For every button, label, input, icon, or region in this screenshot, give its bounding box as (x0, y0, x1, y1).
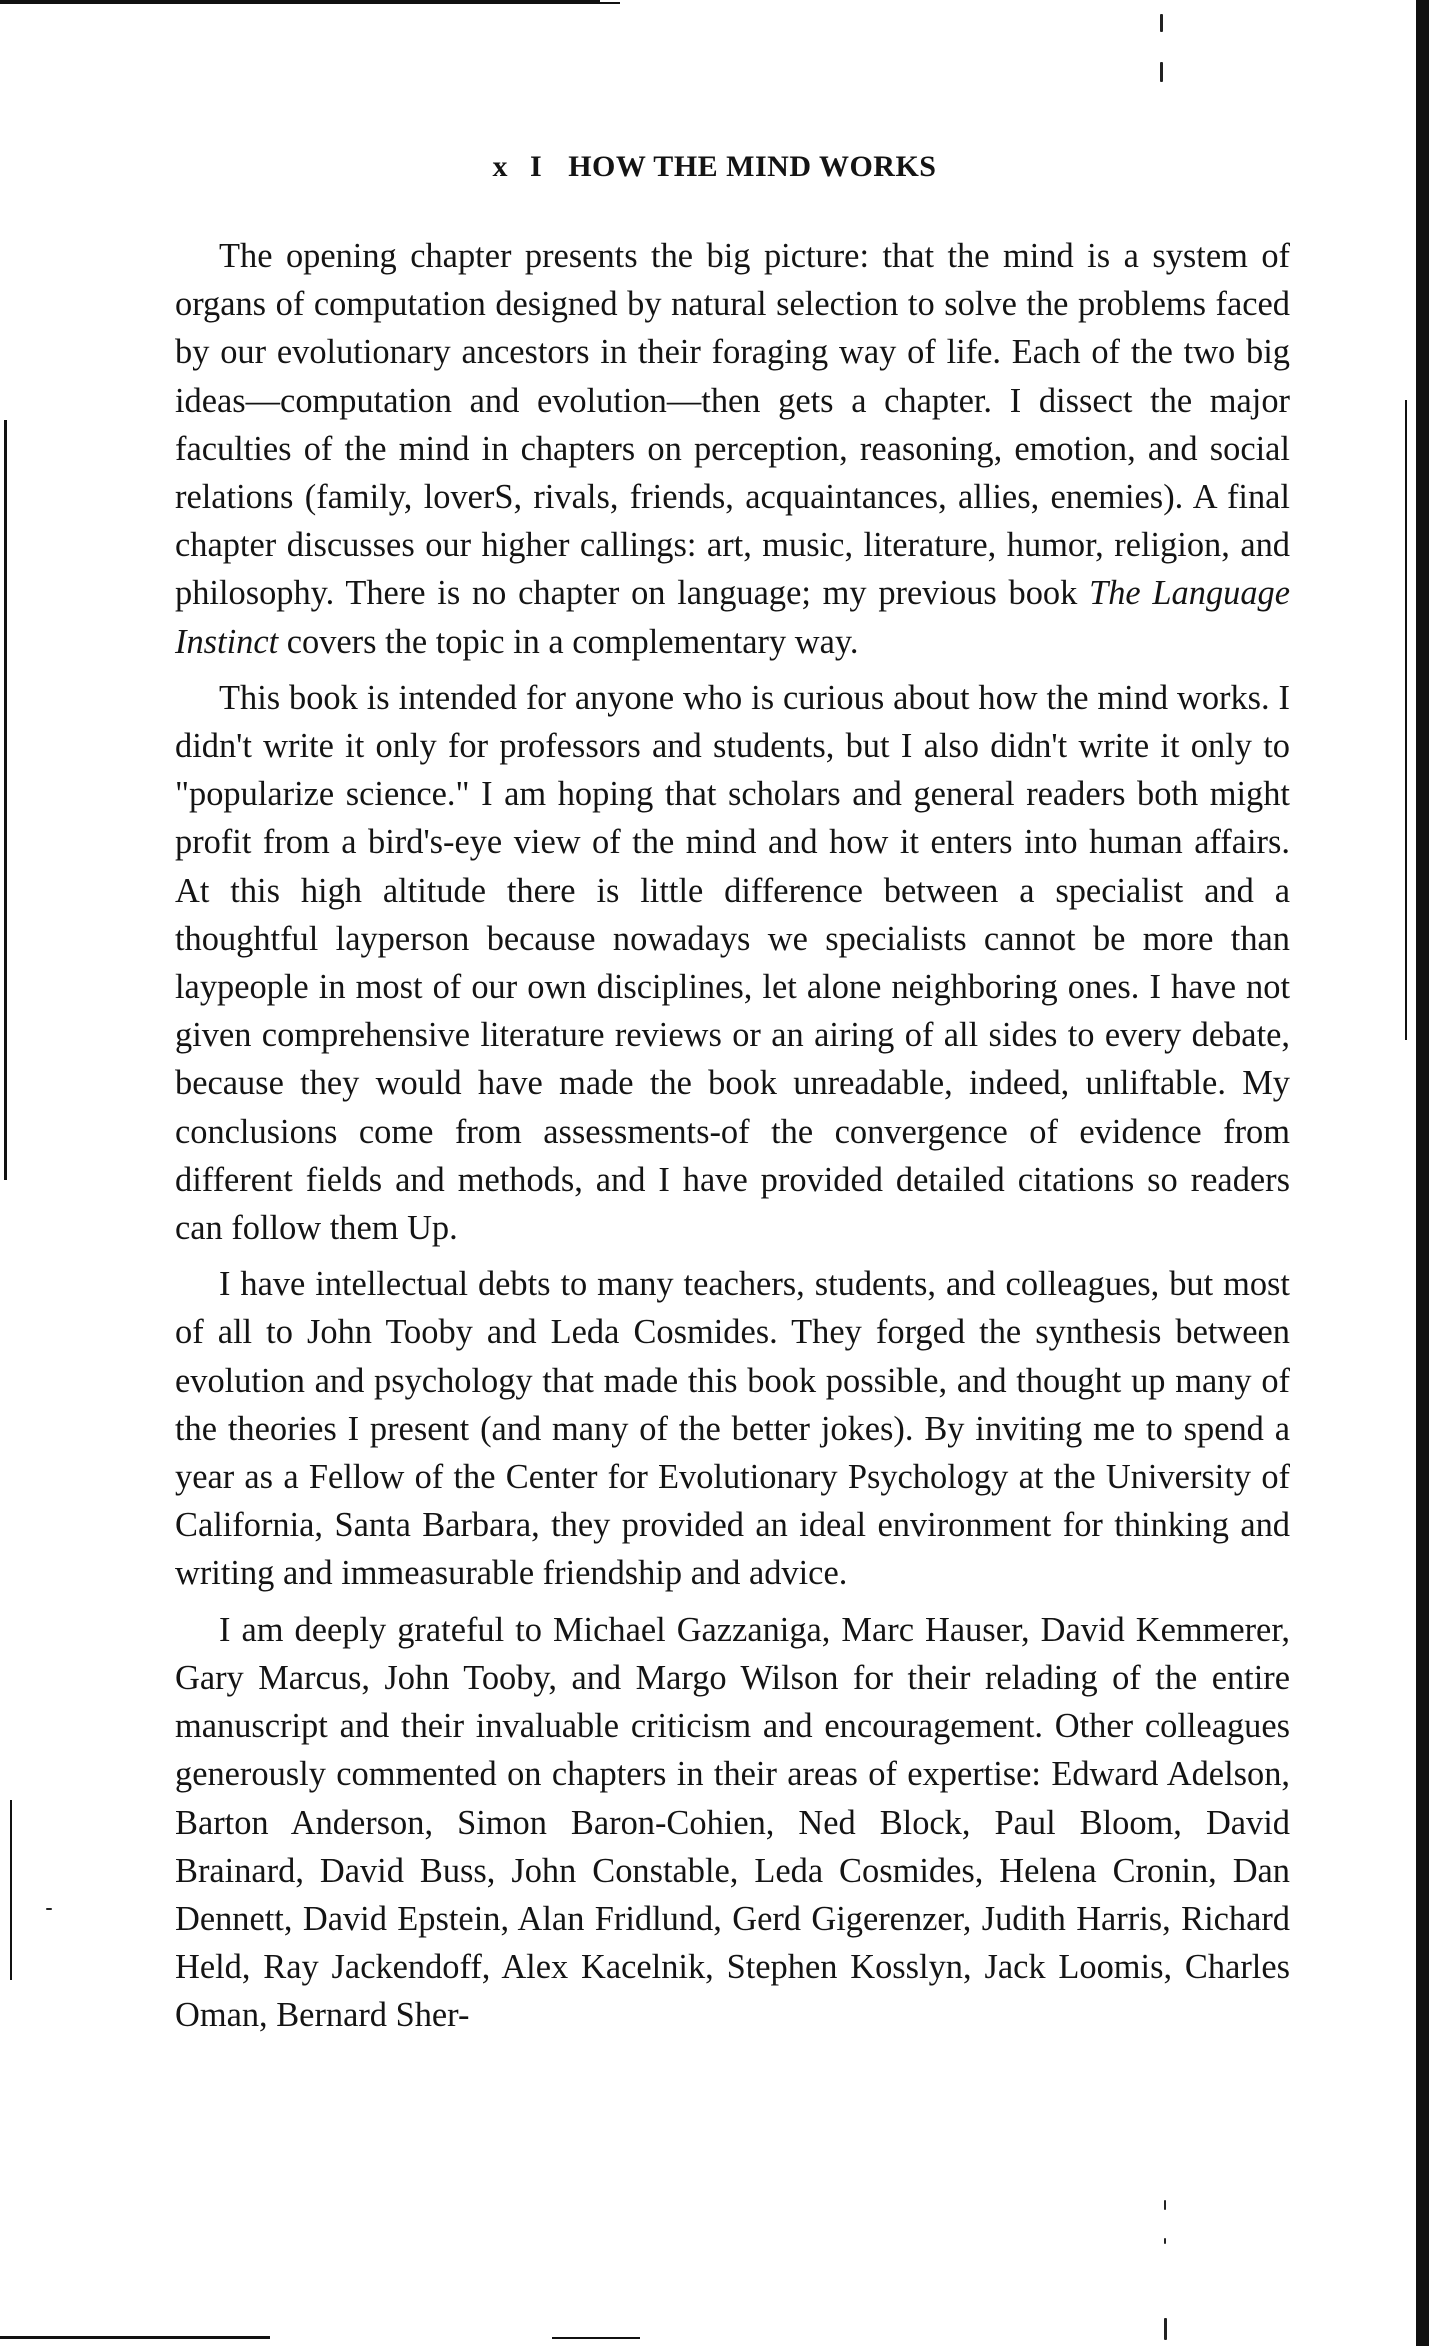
scan-speck (1164, 2318, 1167, 2340)
scan-speck (1160, 14, 1163, 32)
scan-border-top (0, 0, 600, 4)
scan-speck (46, 1908, 52, 1910)
scan-border-bottom-mid (552, 2337, 640, 2339)
paragraph-text: The opening chapter presents the big picture: that the mind is a system of organs of computation designed by natural selection to solve the problems faced by our evolutionary ancestors in their foraging way of life. Each of the two big ideas—computation and evolution—then gets a chapter. I dissect the major faculties of the mind in chapters on perception, reasoning, emotion, and social relations (family, loverS, rivals, friends, acquaintances, allies, enemies). A final chapter discusses our higher callings: art, music, literature, humor, religion, and philosophy. There is no chapter on language; my previous book (175, 237, 1290, 613)
scan-speck (1160, 62, 1163, 82)
paragraph-text: covers the topic in a complementary way. (278, 622, 859, 661)
book-title: The Language Instinct (175, 574, 1290, 661)
scan-speck (1164, 2238, 1166, 2244)
scan-border-bottom-left (0, 2336, 270, 2339)
body-text (175, 232, 1290, 2048)
scan-speck (1164, 2200, 1166, 2210)
paragraph-acknowledgments: I am deeply grateful to Michael Gazzaniga, Marc Hauser, David Kemmerer, Gary Marcus, John Tooby, and Margo Wilson for their relading of the entire manuscript and their invaluable criticism and encouragement. Other colleagues generously commented on chapters in their areas of expertise: Edward Adelson, Barton Anderson, Simon Baron-Cohien, Ned Block, Paul Bloom, David Brainard, David Buss, John Constable, Leda Cosmides, Helena Cronin, Dan Dennett, David Epstein, Alan Fridlund, Gerd Gigerenzer, Judith Harris, Richard Held, Ray Jackendoff, Alex Kacelnik, Stephen Kosslyn, Jack Loomis, Charles Oman, Bernard Sher- (175, 1610, 1290, 2035)
header-separator: I (530, 150, 543, 183)
running-header (0, 150, 1429, 184)
scan-mark-left-upper (4, 420, 7, 1180)
scan-border-right (1416, 0, 1429, 2346)
scan-mark-left-lower (10, 1800, 12, 1980)
scan-border-top-fragment (600, 2, 620, 4)
paragraph-debts: I have intellectual debts to many teachers, students, and colleagues, but most of all to John Tooby and Leda Cosmides. They forged the synthesis between evolution and psychology that made this book possible, and thought up many of the theories I present (and many of the better jokes). By inviting me to spend a year as a Fellow of the Center for Evolutionary Psychology at the University of California, Santa Barbara, they provided an ideal environment for thinking and writing and immeasurable friendship and advice. (175, 1265, 1290, 1593)
page-number: x (492, 150, 509, 183)
scan-mark-right-middle (1405, 400, 1407, 1040)
paragraph-audience: This book is intended for anyone who is curious about how the mind works. I didn't write it only for professors and students, but I also didn't write it only to "popularize science." I am hoping that scholars and general readers both might profit from a bird's-eye view of the mind and how it enters into human affairs. At this high altitude there is little difference between a specialist and a thoughtful layperson because nowadays we specialists cannot be more than laypeople in most of our own disciplines, let alone neighboring ones. I have not given comprehensive literature reviews or an airing of all sides to every debate, because they would have made the book unreadable, indeed, unliftable. My conclusions come from assessments-of the convergence of evidence from different fields and methods, and I have provided detailed citations so readers can follow them Up. (175, 678, 1290, 1248)
paragraph-overview (175, 232, 1290, 666)
running-title: HOW THE MIND WORKS (568, 150, 937, 183)
